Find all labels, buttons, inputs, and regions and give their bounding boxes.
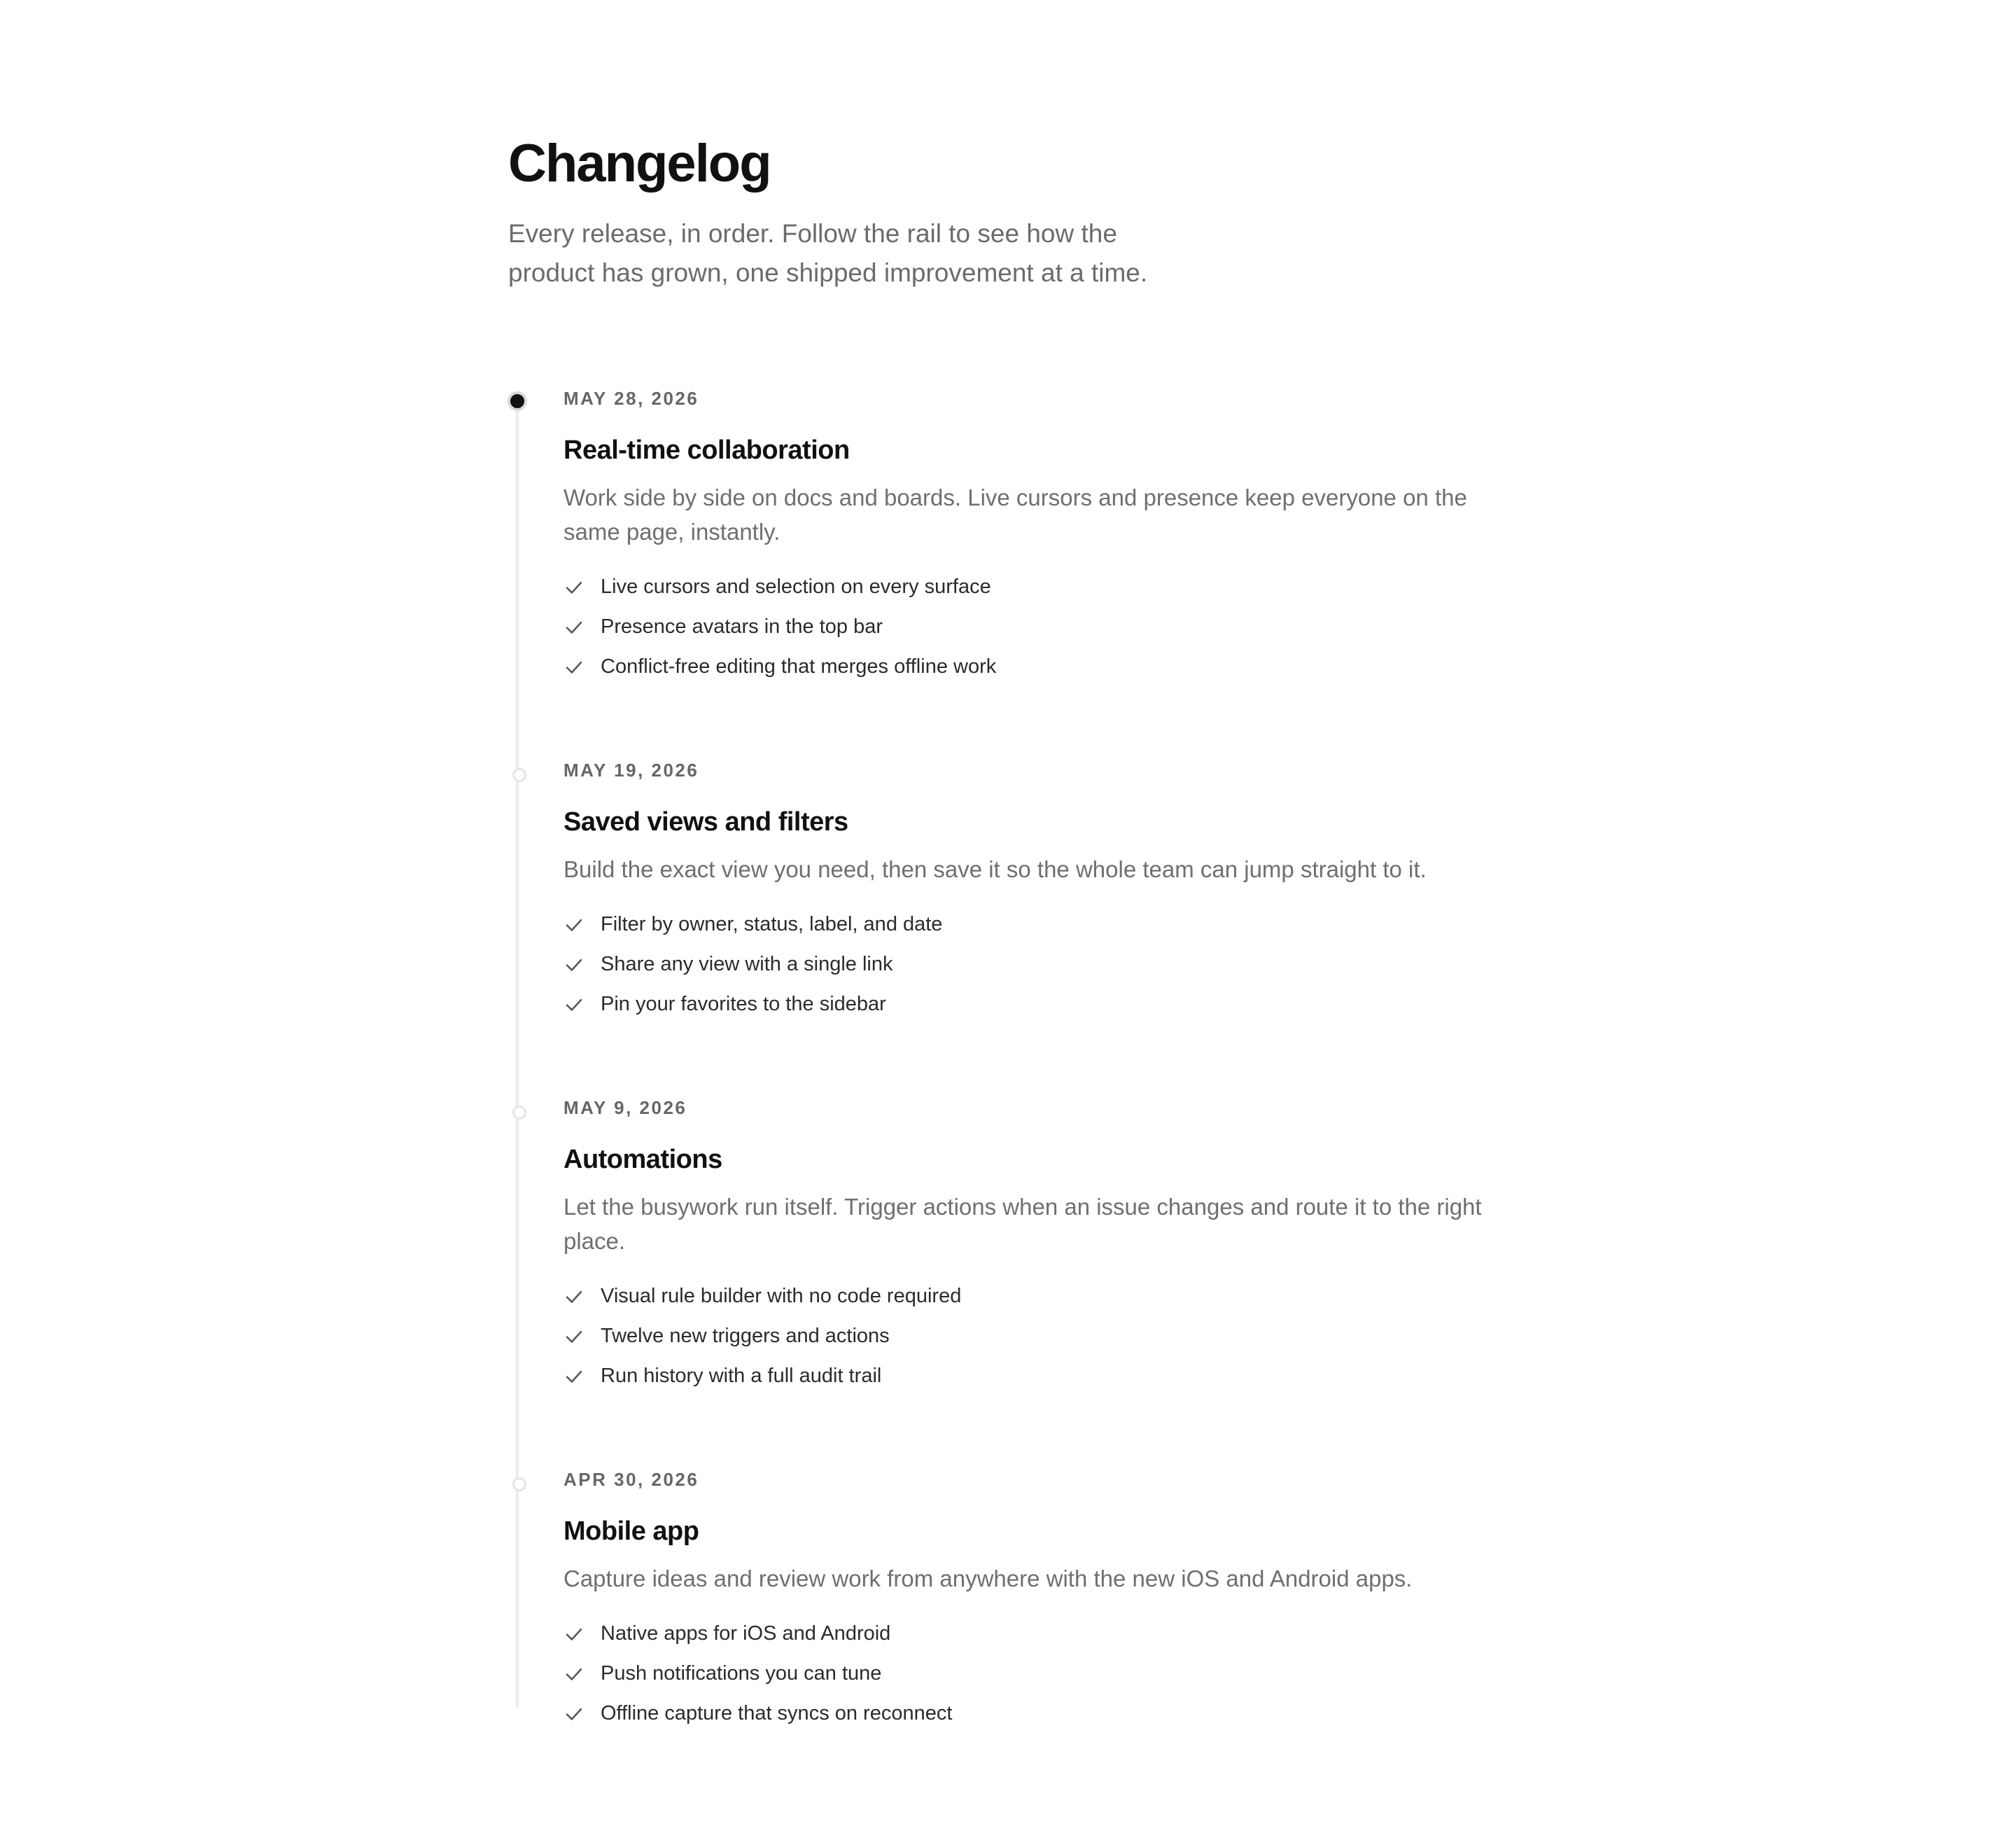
page-subtitle: Every release, in order. Follow the rail to see how the product has grown, one shipped improvement at a time. [508,219,1148,287]
release-feature-list [564,567,1516,687]
release-title: Automations [564,1145,722,1174]
feature-item [564,945,1516,984]
current-release-dot-icon [507,391,527,411]
release-description: Let the busywork run itself. Trigger actions when an issue changes and route it to the right place. [564,1194,1482,1254]
release-description: Work side by side on docs and boards. Live cursors and presence keep everyone on the same page, instantly. [564,485,1467,545]
feature-text: Native apps for iOS and Android [601,1622,891,1645]
feature-text: Filter by owner, status, label, and date [601,913,943,935]
check-icon [564,1286,584,1307]
feature-item [564,607,1516,647]
check-icon [564,617,584,638]
feature-item [564,1614,1516,1654]
feature-text: Offline capture that syncs on reconnect [601,1702,953,1724]
check-icon [564,577,584,598]
feature-text: Push notifications you can tune [601,1662,882,1685]
check-icon [564,994,584,1015]
feature-item [564,984,1516,1024]
check-icon [564,1703,584,1724]
feature-text: Twelve new triggers and actions [601,1325,890,1347]
release-entry [508,1094,1516,1396]
check-icon [564,1664,584,1685]
release-date: MAY 19, 2026 [564,760,699,781]
release-feature-list [564,1614,1516,1734]
check-icon [564,1326,584,1347]
feature-text: Live cursors and selection on every surface [601,576,991,598]
release-date: MAY 9, 2026 [564,1097,687,1118]
feature-text: Pin your favorites to the sidebar [601,993,886,1015]
check-icon [564,1624,584,1645]
feature-item [564,1356,1516,1396]
check-icon [564,914,584,935]
changelog-page [508,133,1516,1734]
page-title: Changelog [508,134,771,193]
feature-item [564,567,1516,607]
feature-item [564,1276,1516,1316]
release-date: MAY 28, 2026 [564,388,699,409]
feature-item [564,905,1516,945]
release-entry [508,757,1516,1024]
feature-text: Visual rule builder with no code required [601,1285,962,1307]
release-title: Mobile app [564,1517,699,1546]
release-title: Real-time collaboration [564,435,850,465]
release-description: Build the exact view you need, then save it so the whole team can jump straight to it. [564,856,1427,882]
feature-item [564,647,1516,687]
feature-text: Run history with a full audit trail [601,1365,882,1387]
release-dot-icon [512,1106,526,1120]
release-entry [508,385,1516,687]
feature-text: Conflict-free editing that merges offline work [601,655,997,678]
feature-item [564,1694,1516,1734]
release-dot-icon [512,1477,526,1491]
feature-text: Presence avatars in the top bar [601,615,883,638]
release-feature-list [564,1276,1516,1396]
release-dot-icon [512,768,526,782]
feature-item [564,1654,1516,1694]
release-description: Capture ideas and review work from anywhere with the new iOS and Android apps. [564,1566,1413,1591]
feature-text: Share any view with a single link [601,953,893,975]
release-feature-list [564,905,1516,1024]
check-icon [564,1366,584,1387]
feature-item [564,1316,1516,1356]
check-icon [564,954,584,975]
check-icon [564,657,584,678]
release-date: APR 30, 2026 [564,1469,699,1490]
release-title: Saved views and filters [564,807,848,837]
release-timeline [508,385,1516,1734]
release-entry [508,1466,1516,1734]
